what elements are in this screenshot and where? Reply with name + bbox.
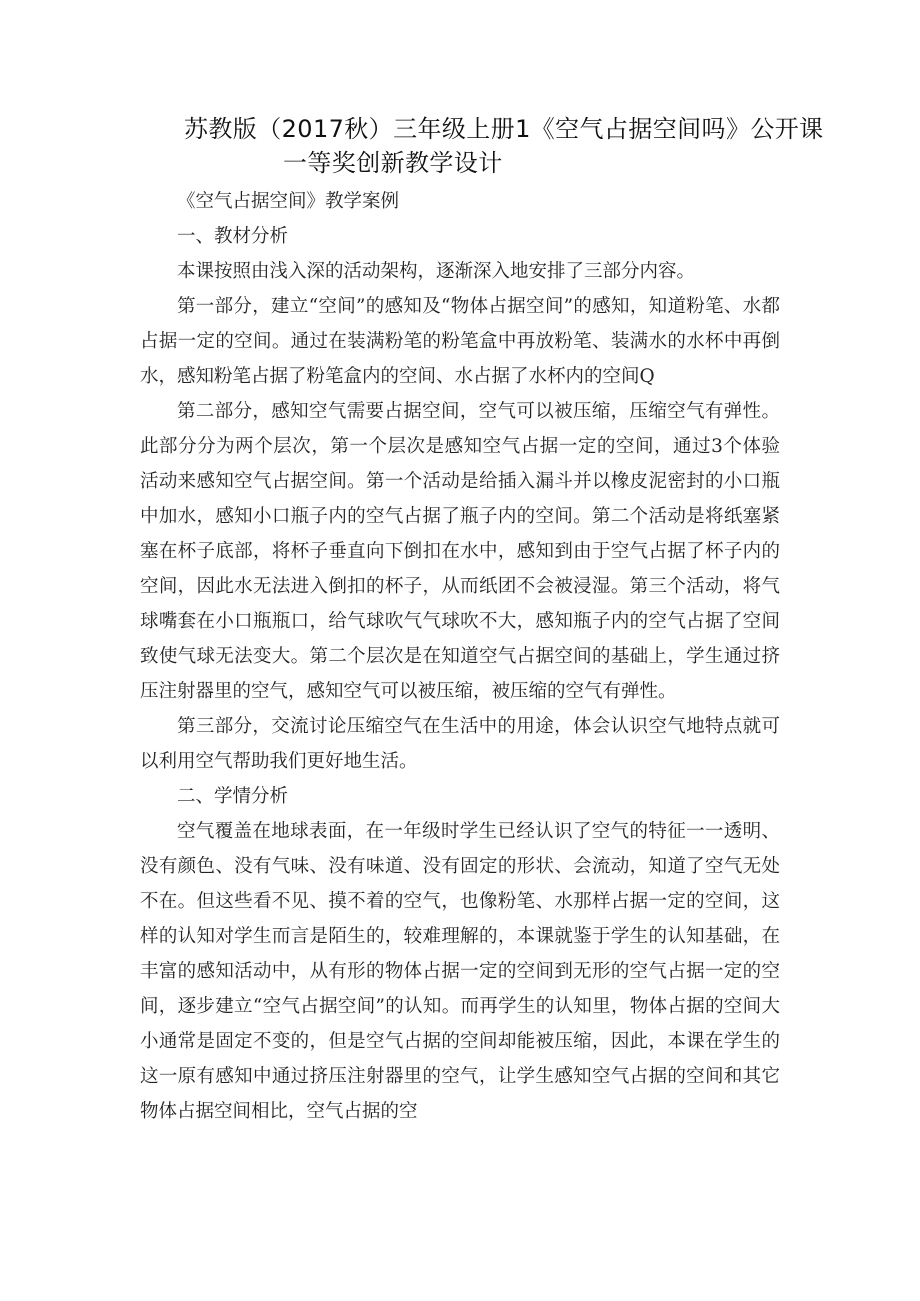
- document-title: [140, 112, 824, 180]
- paragraph: 本课按照由浅入深的活动架构，逐渐深入地安排了三部分内容。: [177, 261, 696, 282]
- paragraph: 第三部分，交流讨论压缩空气在生活中的用途，体会认识空气地特点就可以利用空气帮助我们更好地生活。: [140, 716, 780, 772]
- document-subtitle: 《空气占据空间》教学案例: [177, 191, 400, 212]
- paragraph: 第一部分，建立“空间”的感知及“物体占据空间”的感知，知道粉笔、水都占据一定的空间。通过在装满粉笔的粉笔盒中再放粉笔、装满水的水杯中再倒水，感知粉笔占据了粉笔盒内的空间、水占据了水杯内的空间Q: [140, 296, 780, 387]
- document-body: [140, 184, 780, 1129]
- section-heading-teaching-material: 一、教材分析: [177, 226, 289, 247]
- title-line-2: 一等奖创新教学设计: [283, 149, 503, 177]
- title-line-1: 苏教版（2017秋）三年级上册1《空气占据空间吗》公开课: [184, 115, 824, 143]
- paragraph: 空气覆盖在地球表面，在一年级时学生已经认识了空气的特征一一透明、没有颜色、没有气味、没有味道、没有固定的形状、会流动，知道了空气无处不在。但这些看不见、摸不着的空气，也像粉笔、水那样占据一定的空间，这样的认知对学生而言是陌生的，较难理解的，本课就鉴于学生的认知基础，在丰富的感知活动中，从有形的物体占据一定的空间到无形的空气占据一定的空间，逐步建立“空气占据空间”的认知。而再学生的认知里，物体占据的空间大小通常是固定不变的，但是空气占据的空间却能被压缩，因此，本课在学生的这一原有感知中通过挤压注射器里的空气，让学生感知空气占据的空间和其它物体占据空间相比，空气占据的空: [140, 821, 780, 1122]
- paragraph: 第二部分，感知空气需要占据空间，空气可以被压缩，压缩空气有弹性。此部分分为两个层次，第一个层次是感知空气占据一定的空间，通过3个体验活动来感知空气占据空间。第一个活动是给插入漏斗并以橡皮泥密封的小口瓶中加水，感知小口瓶子内的空气占据了瓶子内的空间。第二个活动是将纸塞紧塞在杯子底部，将杯子垂直向下倒扣在水中，感知到由于空气占据了杯子内的空间，因此水无法进入倒扣的杯子，从而纸团不会被浸湿。第三个活动，将气球嘴套在小口瓶瓶口，给气球吹气气球吹不大，感知瓶子内的空气占据了空间致使气球无法变大。第二个层次是在知道空气占据空间的基础上，学生通过挤压注射器里的空气，感知空气可以被压缩，被压缩的空气有弹性。: [140, 401, 780, 702]
- section-heading-learner-analysis: 二、学情分析: [177, 786, 289, 807]
